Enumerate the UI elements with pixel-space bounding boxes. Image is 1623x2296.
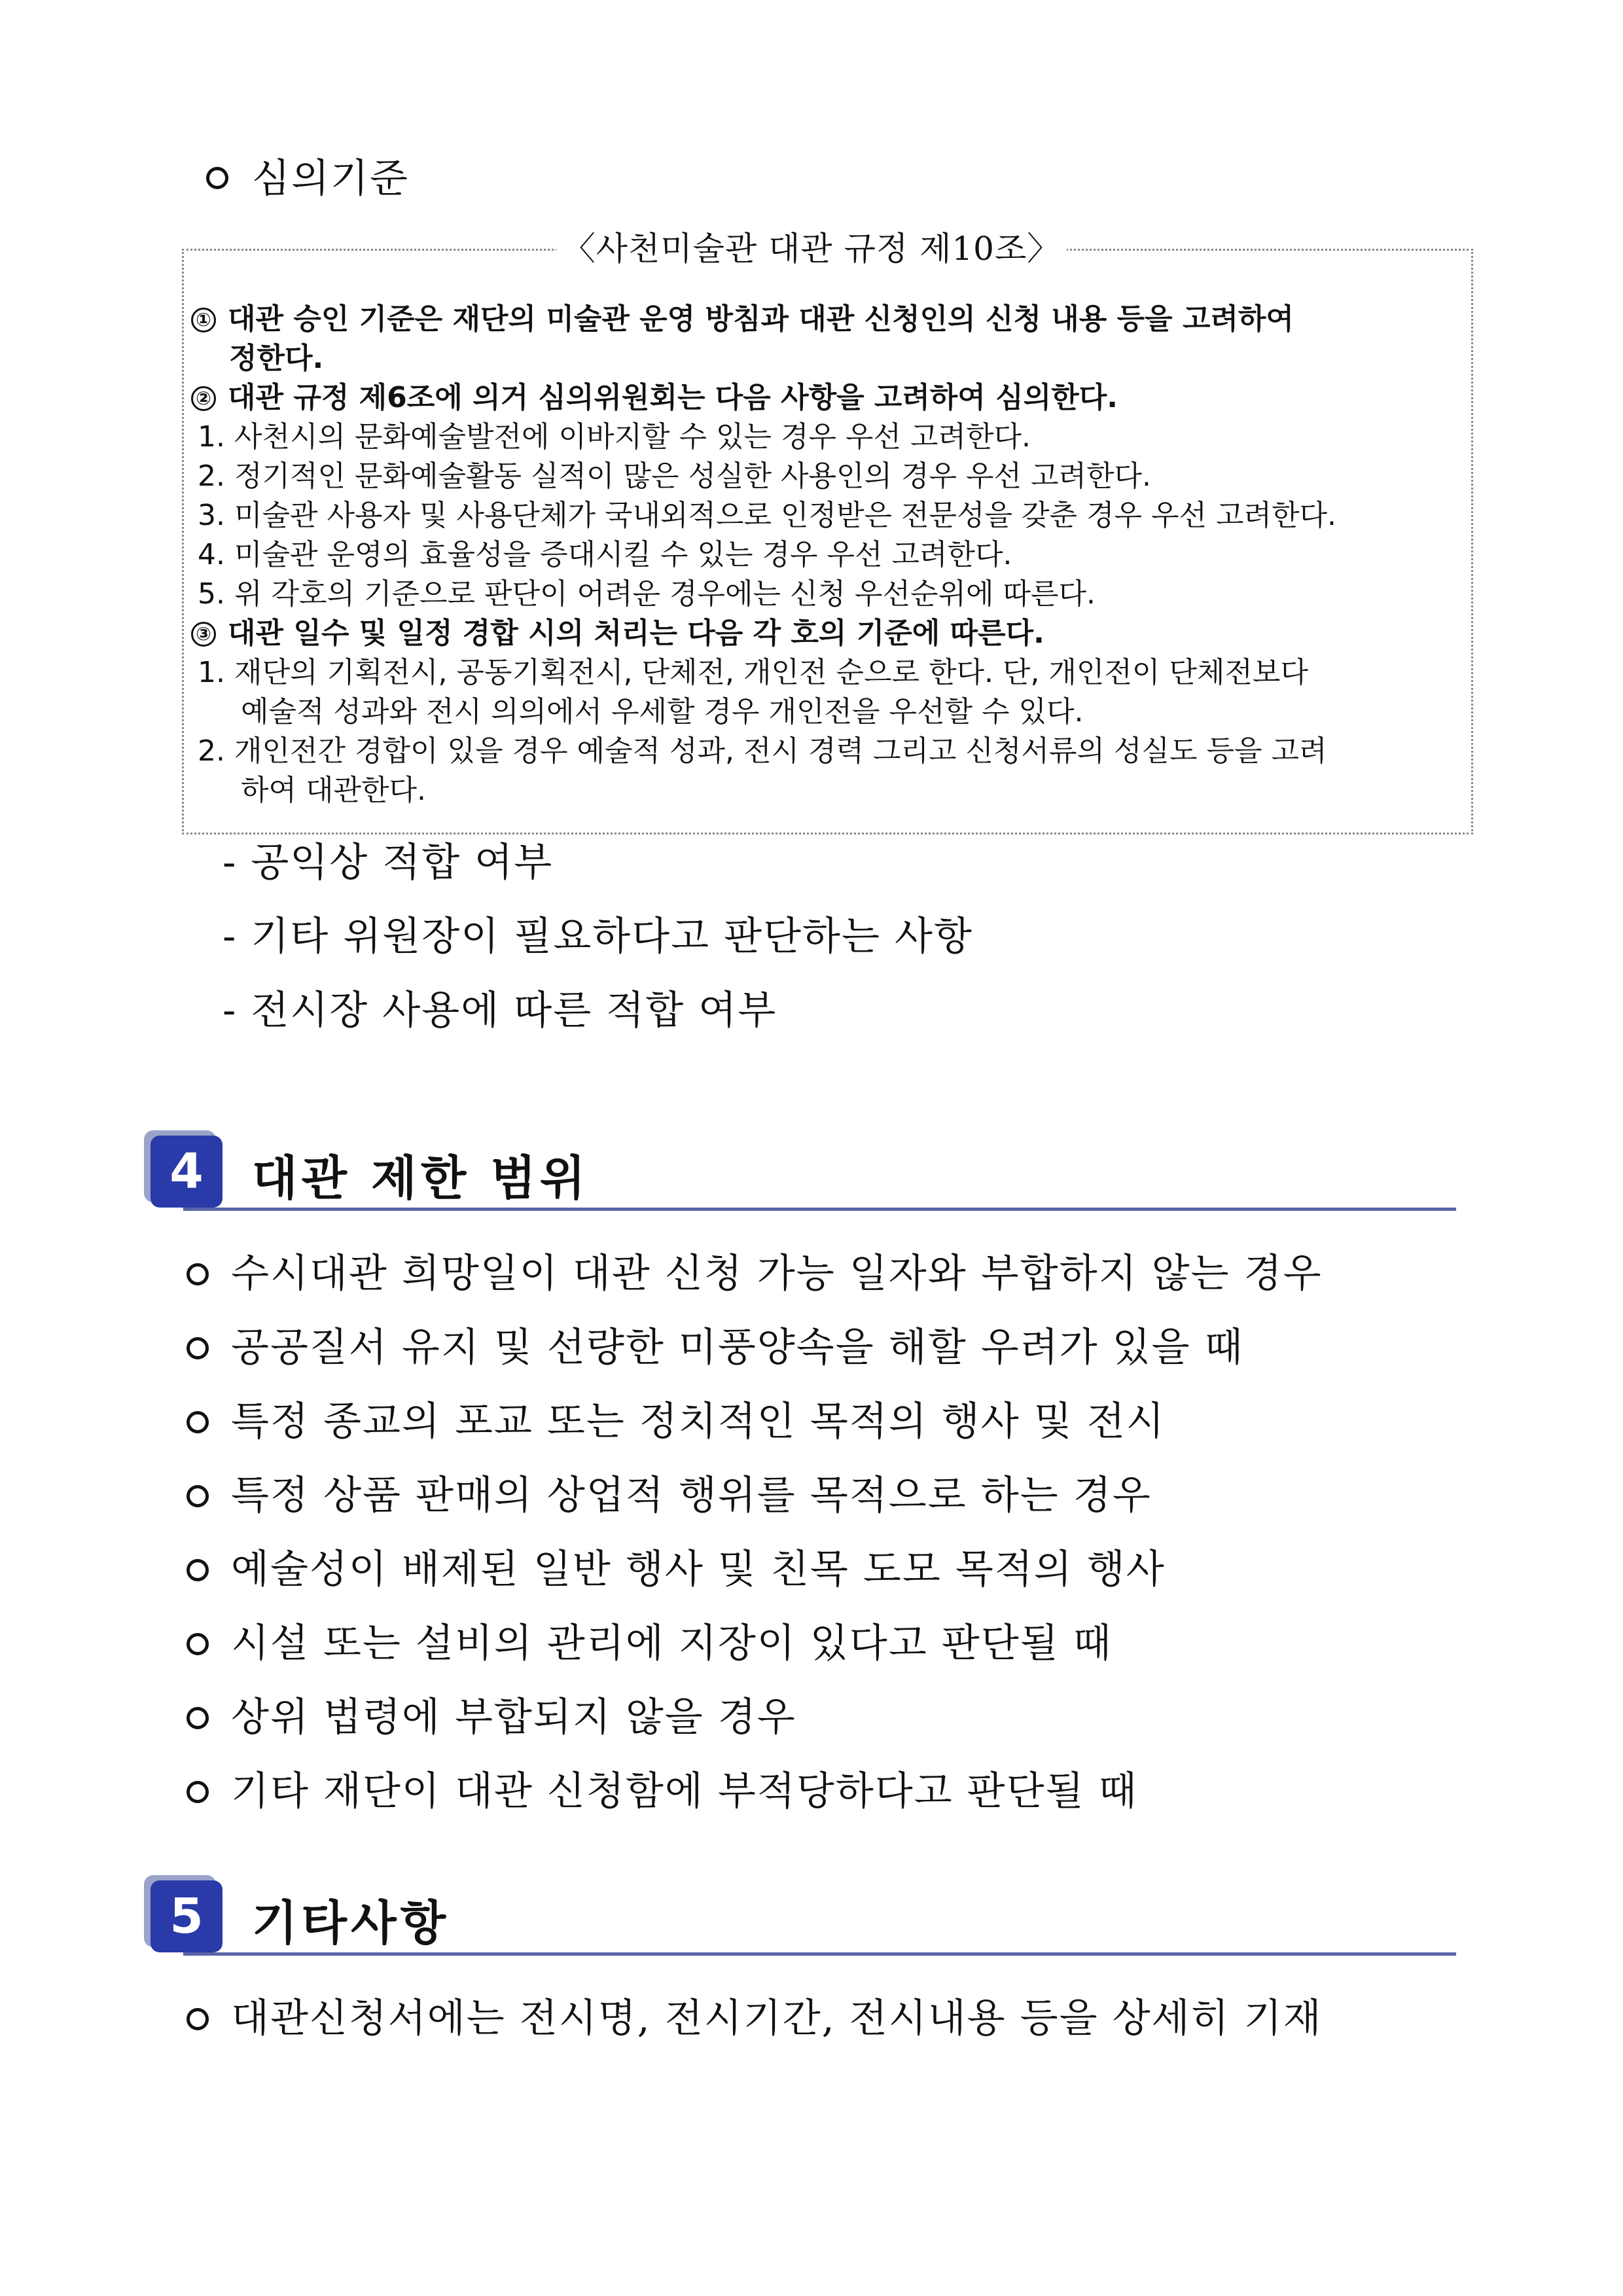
section-5-rule [183, 1952, 1456, 1956]
item-number: 1. [198, 656, 225, 689]
section-4-number-badge: 4 [151, 1136, 223, 1208]
circle-bullet-icon [187, 1485, 209, 1507]
clause-3-item [198, 732, 1480, 771]
clause-3-text: 대관 일수 및 일정 경합 시의 처리는 다음 각 호의 기준에 따른다. [228, 617, 1044, 650]
circle-bullet-icon [187, 1781, 209, 1803]
restriction-item [187, 1242, 1323, 1299]
section-4-title: 대관 제한 범위 [252, 1151, 590, 1206]
clause-2 [190, 378, 1472, 418]
clause-2-item [198, 418, 1480, 457]
item-text: 재단의 기획전시, 공동기획전시, 단체전, 개인전 순으로 한다. 단, 개인전이 단체전보다 [234, 656, 1308, 689]
clause-3-item [198, 653, 1480, 692]
clause-2-text: 대관 규정 제6조에 의거 심의위원회는 다음 사항을 고려하여 심의한다. [228, 381, 1118, 414]
restriction-item [187, 1760, 1138, 1816]
clause-3-mark: ③ [191, 622, 216, 647]
item-text: 개인전간 경합이 있을 경우 예술적 성과, 전시 경력 그리고 신청서류의 성실도 등을 고려 [234, 734, 1327, 768]
restriction-text: 시설 또는 설비의 관리에 지장이 있다고 판단될 때 [231, 1621, 1113, 1666]
item-number: 2. [198, 734, 225, 768]
criteria-heading-row [206, 147, 409, 204]
restriction-item [187, 1538, 1166, 1594]
clause-3-item-continued: 하여 대관한다. [241, 774, 426, 807]
section-4-rule [183, 1208, 1456, 1211]
section-5-title: 기타사항 [252, 1895, 450, 1950]
restriction-text: 예술성이 배제된 일반 행사 및 친목 도모 목적의 행사 [231, 1547, 1166, 1592]
misc-item [187, 1987, 1323, 2043]
circle-bullet-icon [187, 2008, 209, 2030]
dash-item: - 기타 위원장이 필요하다고 판단하는 사항 [223, 914, 973, 960]
item-text: 미술관 운영의 효율성을 증대시킬 수 있는 경우 우선 고려한다. [234, 538, 1012, 571]
circle-bullet-icon [187, 1263, 209, 1285]
clause-1-line1: 대관 승인 기준은 재단의 미술관 운영 방침과 대관 신청인의 신청 내용 등을 고려하여 [228, 302, 1294, 336]
dash-item: - 공익상 적합 여부 [223, 840, 554, 886]
criteria-heading: 심의기준 [252, 156, 409, 202]
circle-bullet-icon [187, 1707, 209, 1729]
clause-1-mark: ① [191, 308, 216, 332]
regulation-title-row [0, 223, 1623, 270]
circle-bullet-icon [187, 1559, 209, 1581]
item-number: 5. [198, 577, 225, 611]
clause-1 [190, 300, 1472, 339]
circle-bullet-icon [187, 1411, 209, 1433]
misc-text: 대관신청서에는 전시명, 전시기간, 전시내용 등을 상세히 기재 [231, 1996, 1323, 2041]
item-text: 사천시의 문화예술발전에 이바지할 수 있는 경우 우선 고려한다. [234, 420, 1031, 454]
restriction-text: 수시대관 희망일이 대관 신청 가능 일자와 부합하지 않는 경우 [231, 1251, 1323, 1297]
item-text: 위 각호의 기준으로 판단이 어려운 경우에는 신청 우선순위에 따른다. [234, 577, 1096, 611]
dash-item: - 전시장 사용에 따른 적합 여부 [223, 988, 777, 1033]
restriction-item [187, 1686, 796, 1742]
circle-bullet-icon [187, 1633, 209, 1655]
restriction-text: 공공질서 유지 및 선량한 미풍양속을 해할 우려가 있을 때 [231, 1325, 1244, 1371]
item-number: 2. [198, 459, 225, 493]
restriction-text: 기타 재단이 대관 신청함에 부적당하다고 판단될 때 [231, 1768, 1138, 1814]
restriction-text: 특정 종교의 포교 또는 정치적인 목적의 행사 및 전시 [231, 1399, 1166, 1444]
restriction-item [187, 1464, 1152, 1520]
circle-bullet-icon [187, 1337, 209, 1359]
section-5-number-badge: 5 [151, 1880, 223, 1952]
item-number: 4. [198, 538, 225, 571]
clause-2-item [198, 535, 1480, 575]
circle-bullet-icon [206, 167, 228, 189]
item-text: 미술관 사용자 및 사용단체가 국내외적으로 인정받은 전문성을 갖춘 경우 우선 고려한다. [234, 499, 1336, 532]
item-text: 정기적인 문화예술활동 실적이 많은 성실한 사용인의 경우 우선 고려한다. [234, 459, 1151, 493]
restriction-item [187, 1390, 1166, 1446]
restriction-text: 상위 법령에 부합되지 않을 경우 [231, 1695, 796, 1740]
regulation-title: 〈사천미술관 대관 규정 제10조〉 [556, 230, 1067, 268]
clause-2-item [198, 575, 1480, 614]
clause-3-item-continued: 예술적 성과와 전시 의의에서 우세할 경우 개인전을 우선할 수 있다. [241, 695, 1084, 728]
item-number: 3. [198, 499, 225, 532]
restriction-item [187, 1612, 1113, 1668]
restriction-text: 특정 상품 판매의 상업적 행위를 목적으로 하는 경우 [231, 1473, 1152, 1518]
clause-2-item [198, 457, 1480, 496]
item-number: 1. [198, 420, 225, 454]
clause-2-item [198, 496, 1480, 535]
clause-3 [190, 614, 1472, 653]
restriction-item [187, 1316, 1244, 1372]
clause-2-mark: ② [191, 386, 216, 411]
clause-1-line2: 정한다. [229, 342, 324, 375]
